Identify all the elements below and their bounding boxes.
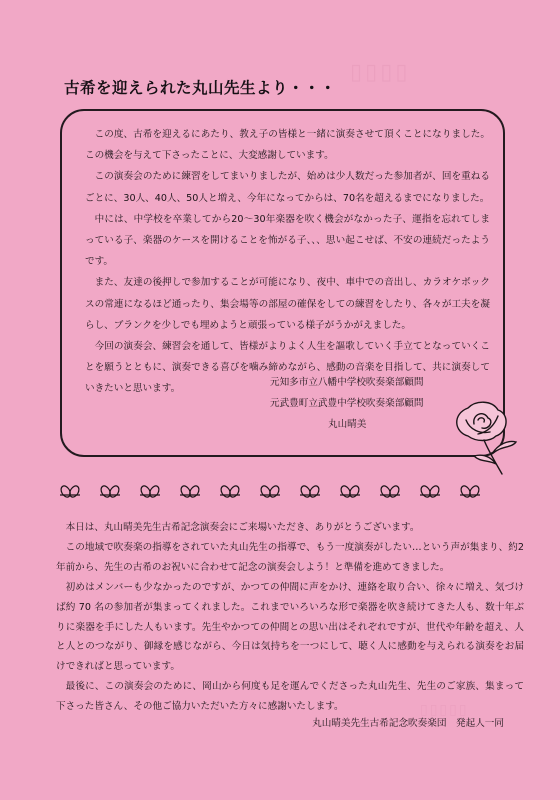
letter-text xyxy=(85,124,490,400)
greeting-paragraph: 本日は、丸山晴美先生古希記念演奏会にご来場いただき、ありがとうございます。 xyxy=(65,522,420,533)
greeting-paragraph: この地域で吹奏楽の指導をされていた丸山先生の指導で、もう一度演奏がしたい…という声が集まり、約2年前から、先生の古希のお祝いに合わせて記念の演奏会しよう！と準備を進めてきました。 xyxy=(56,541,524,573)
bleed-through-mark: ▯▯▯▯ xyxy=(350,60,411,85)
signature-line: 元知多市立八幡中学校吹奏楽部顧問 xyxy=(270,377,424,388)
greeting-paragraph: 初めはメンバーも少なかったのですが、かつての仲間に声をかけ、連絡を取り合い、徐々に増え、気づけば約 70 名の参加者が集まってくれました。これまでいろいろな形で楽器を吹き続けてきた人も、数十年ぶりに楽器を手にした人もいます。先生やかつての仲間との思い出はそれぞれですが、世代や年齢を超え、人と人とのつながり、御縁を感じながら、今日は気持ちを一つにして、聴く人に感動を与えられる演奏をお届けできればと思っています。 xyxy=(56,581,524,673)
page-title: 古希を迎えられた丸山先生より・・・ xyxy=(64,79,337,97)
letter-paragraph: この演奏会のために練習をしてまいりましたが、始めは少人数だった参加者が、回を重ねるごとに、30人、40人、50人と増え、今年になってからは、70名を超えるまでになりました。 xyxy=(85,171,490,204)
letter-paragraph: この度、古希を迎えるにあたり、教え子の皆様と一緒に演奏させて頂くことになりました。この機会を与えて下さったことに、大変感謝しています。 xyxy=(85,129,490,162)
bleed-through-mark: ▯▯▯▯▯ xyxy=(420,702,469,718)
letter-paragraph: 中には、中学校を卒業してから20～30年楽器を吹く機会がなかった子、運指を忘れてしまっている子、楽器のケースを開けることを怖がる子、、、思い起こせば、不安の連続だったようです。 xyxy=(85,213,490,268)
signature-name: 丸山晴美 xyxy=(328,419,367,430)
letter-signature xyxy=(270,372,424,435)
floral-divider xyxy=(56,476,506,502)
rose-illustration xyxy=(440,390,530,480)
greeting-text xyxy=(56,518,524,717)
letter-paragraph: また、友達の後押しで参加することが可能になり、夜中、車中での音出し、カラオケボックスの常連になるほど通ったり、集会場等の部屋の確保をしての練習をしたり、各々が工夫を凝らし、ブランクを少しでも埋めようと頑張っている様子がうかがえました。 xyxy=(85,277,490,331)
publisher-credit: 丸山晴美先生古希記念吹奏楽団 発起人一同 xyxy=(312,718,504,729)
signature-line: 元武豊町立武豊中学校吹奏楽部顧問 xyxy=(270,398,424,409)
letter-paragraph: 今回の演奏会、練習会を通して、皆様がよりよく人生を謳歌していく手立てとなっていくことを願うとともに、演奏できる喜びを噛み締めながら、感動の音楽を目指して、共に演奏していきたいと思います。 xyxy=(85,341,490,395)
greeting-paragraph: 最後に、この演奏会のために、岡山から何度も足を運んでくださった丸山先生、先生のご家族、集まって下さった皆さん、その他ご協力いただいた方々に感謝いたします。 xyxy=(56,681,524,713)
